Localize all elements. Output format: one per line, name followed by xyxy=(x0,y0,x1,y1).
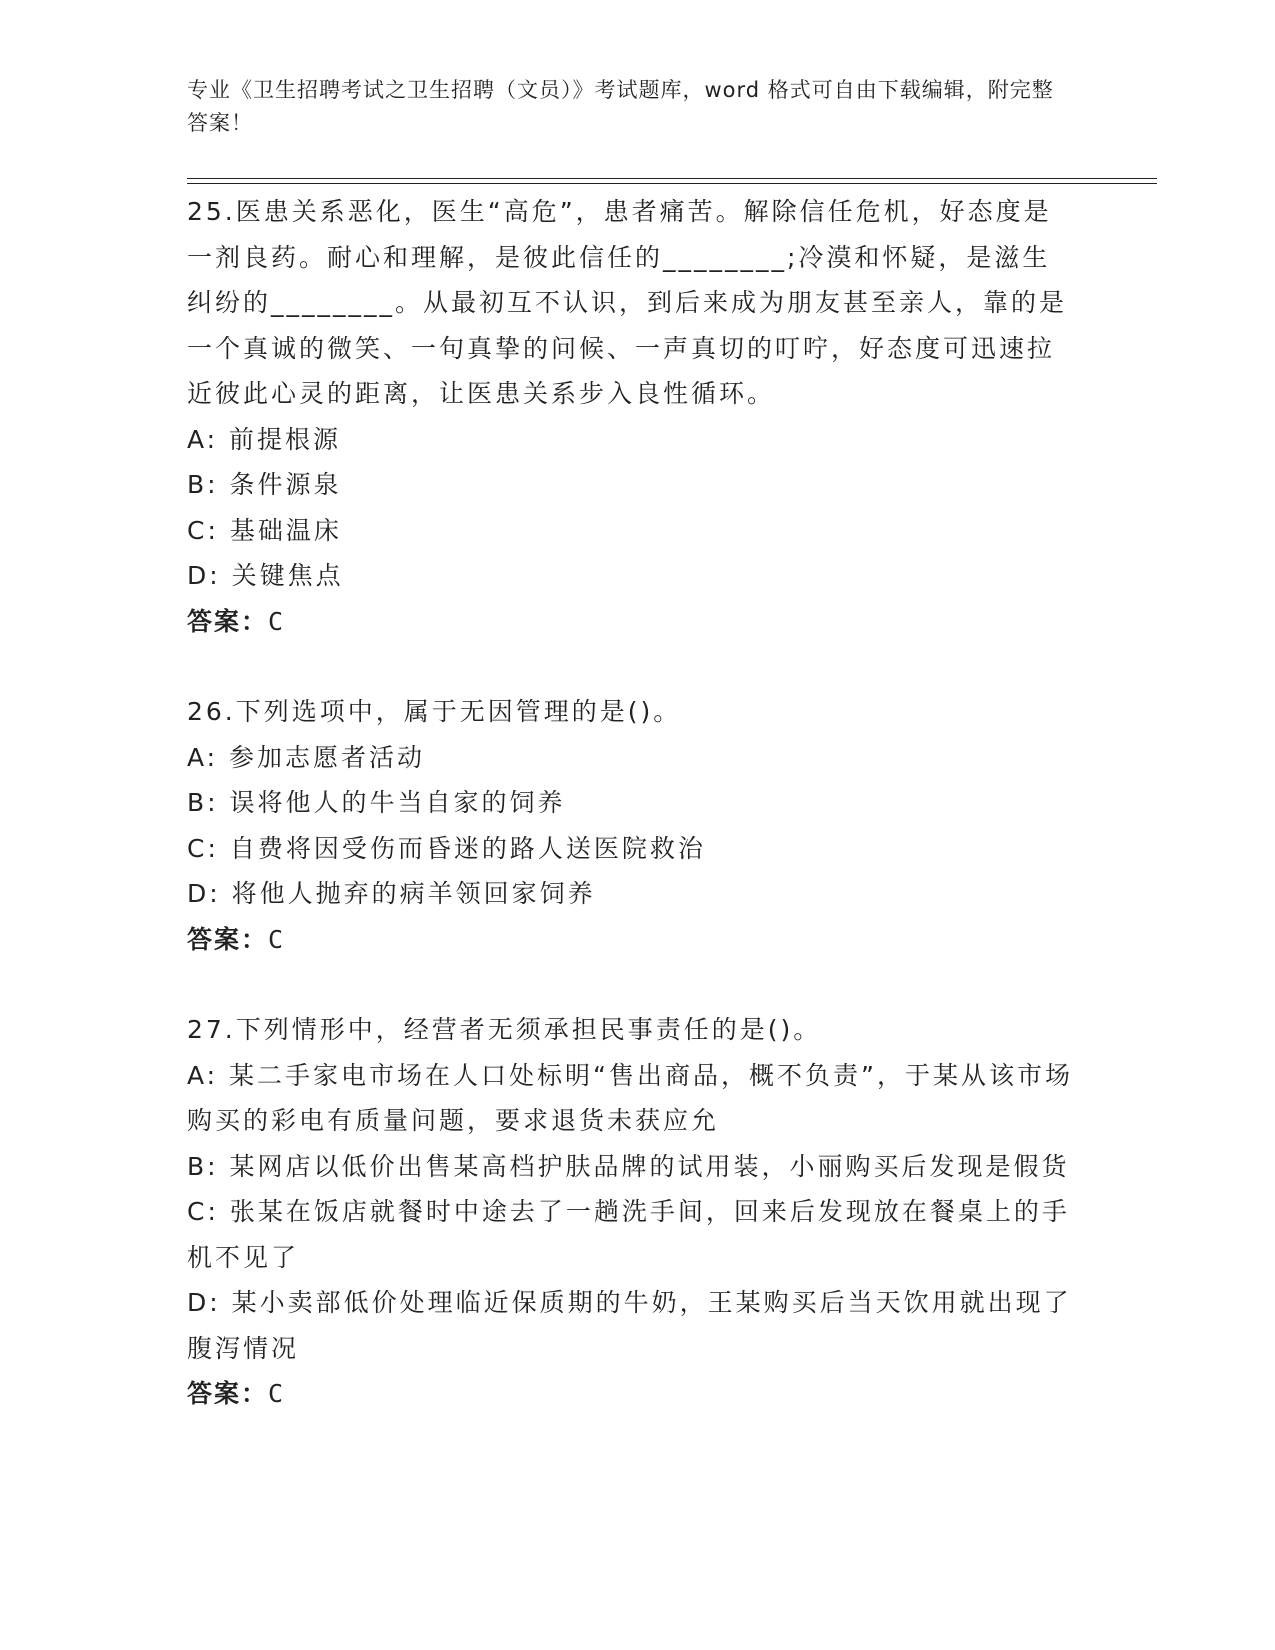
header-divider-bottom xyxy=(187,183,1157,184)
answer-value: C xyxy=(268,1379,286,1408)
option-b: B: 某网店以低价出售某高档护肤品牌的试用装，小丽购买后发现是假货 xyxy=(187,1151,1070,1181)
question-27 xyxy=(187,1007,1077,1417)
answer-line xyxy=(187,599,1077,645)
option-b: B: 条件源泉 xyxy=(187,470,342,499)
option-a: A: 某二手家电市场在人口处标明“售出商品，概不负责”，于某从该市场购买的彩电有质量问题，要求退货未获应允 xyxy=(187,1060,1073,1135)
option-a: A: 前提根源 xyxy=(187,424,342,454)
option-d: D: 将他人抛弃的病羊领回家饲养 xyxy=(187,879,596,908)
question-list xyxy=(187,189,1077,1462)
document-header: 专业《卫生招聘考试之卫生招聘（文员）》考试题库，word 格式可自由下载编辑，附完整答案！ xyxy=(187,78,1054,135)
option-b: B: 误将他人的牛当自家的饲养 xyxy=(187,788,566,817)
answer-line xyxy=(187,917,1077,963)
answer-line xyxy=(187,1371,1077,1417)
header-divider-top xyxy=(187,178,1157,179)
option-a: A: 参加志愿者活动 xyxy=(187,742,426,772)
answer-label: 答案： xyxy=(187,924,269,954)
answer-label: 答案： xyxy=(187,1379,269,1408)
answer-value: C xyxy=(268,606,286,636)
question-25 xyxy=(187,189,1077,644)
question-stem: 27.下列情形中，经营者无须承担民事责任的是()。 xyxy=(187,1015,822,1044)
option-c: C: 张某在饭店就餐时中途去了一趟洗手间，回来后发现放在餐桌上的手机不见了 xyxy=(187,1197,1070,1272)
option-c: C: 自费将因受伤而昏迷的路人送医院救治 xyxy=(187,833,706,863)
answer-value: C xyxy=(268,924,286,954)
option-c: C: 基础温床 xyxy=(187,515,342,545)
answer-label: 答案： xyxy=(187,606,269,636)
question-stem: 25.医患关系恶化，医生“高危”，患者痛苦。解除信任危机，好态度是一剂良药。耐心和理解，是彼此信任的________;冷漠和怀疑，是滋生纠纷的________。从最初互不认识，到后来成为朋友甚至亲人，靠的是一个真诚的微笑、一句真挚的问候、一声真切的叮咛，好态度可迅速拉近彼此心灵的距离，让医患关系步入良性循环。 xyxy=(187,197,1068,408)
question-stem: 26.下列选项中，属于无因管理的是()。 xyxy=(187,697,682,726)
option-d: D: 某小卖部低价处理临近保质期的牛奶，王某购买后当天饮用就出现了腹泻情况 xyxy=(187,1288,1072,1363)
option-d: D: 关键焦点 xyxy=(187,561,344,590)
question-26 xyxy=(187,689,1077,962)
